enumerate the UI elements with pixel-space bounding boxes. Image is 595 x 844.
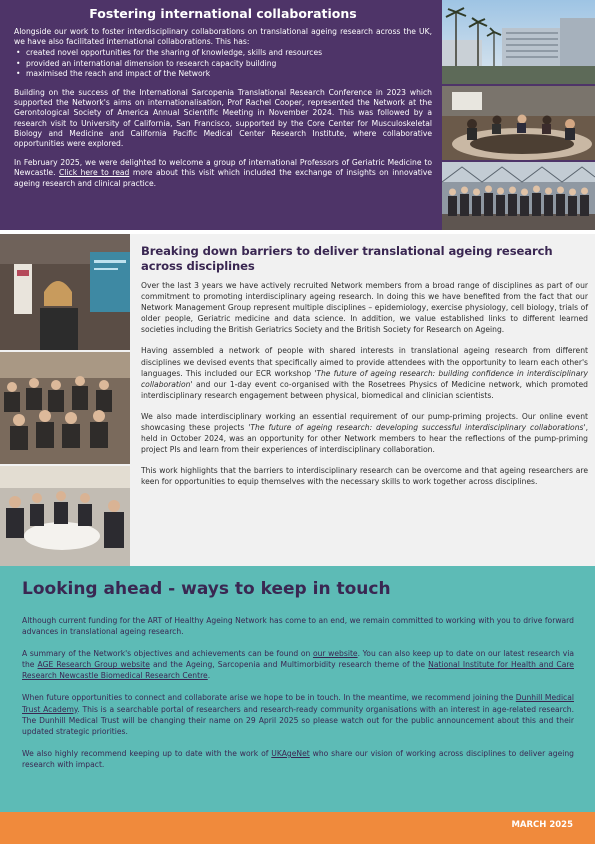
group-photo xyxy=(442,162,595,230)
funding-paragraph: Although current funding for the ART of Healthy Ageing Network has come to an end, we remain committed to working with you to drive forward advances in translational ageing research. xyxy=(22,616,574,637)
events-text: Having assembled a network of people with shared interests in translational ageing research from different disciplines we devised events that specifically aimed to provide attendees with the opportunity to learn each other's languages. This included our ECR workshop xyxy=(141,346,588,378)
international-collaborations-text xyxy=(14,6,432,189)
interdisciplinary-text xyxy=(141,244,588,498)
ukagenet-text: We also highly recommend keeping up to date with the work of xyxy=(22,748,272,758)
ukagenet-text-end: who share our vision of working across disciplines to deliver ageing research with impact. xyxy=(22,748,574,769)
resources-text: . You can also keep up to date on our latest research via the xyxy=(22,649,574,670)
interdisciplinary-section xyxy=(0,234,595,566)
recruitment-paragraph: Over the last 3 years we have actively recruited Network members from a broad range of disciplines as part of our commitment to promoting interdisciplinary ageing research. In doing this we have benefited from the fact that our Network Management Group represent multiple disciplines – epidemiology, exercise physiology, cell biology, trials of older people, Geriatric medicine and data science. In addition, we value established links to different learned societies including the British Geriatrics Society and the British Society for Research on Ageing. xyxy=(141,281,588,335)
age-research-group-link[interactable]: AGE Research Group website xyxy=(37,660,150,670)
resources-text: . xyxy=(207,671,211,681)
pump-priming-paragraph xyxy=(141,411,588,455)
keep-in-touch-text xyxy=(22,578,574,781)
visit-text-end: more about this visit which included the exchange of insights on innovative ageing research and clinical practice. xyxy=(14,168,433,188)
our-website-link[interactable]: our website xyxy=(312,649,358,659)
online-event-title: 'The future of ageing research: developing successful interdisciplinary collaborations' xyxy=(248,423,586,433)
photo-column xyxy=(442,0,595,230)
international-collaborations-section xyxy=(0,0,595,230)
dunhill-academy-link[interactable]: Dunhill Medical Trust Academy xyxy=(22,693,574,714)
list-item: • maximised the reach and impact of the Network xyxy=(14,69,432,79)
workshop-photo xyxy=(0,466,130,566)
resources-text: A summary of the Network's objectives and achievements can be found on xyxy=(22,649,313,659)
click-here-link[interactable]: Click here to read xyxy=(59,168,130,178)
events-text-end: and our 1-day event co-organised with the Rosetrees Physics of Medicine network, which promoted interdisciplinary research engagement between physical, biomedical and clinician scientists. xyxy=(141,379,588,400)
nihr-brc-link[interactable]: National Institute for Health and Care Research Newcastle Biomedical Research Centre xyxy=(22,660,574,681)
intro-paragraph: Alongside our work to foster interdisciplinary collaborations on translational ageing research across the UK, we have also facilitated international collaborations. This has: xyxy=(14,27,432,47)
audience-photo xyxy=(0,352,130,464)
conclusion-paragraph: This work highlights that the barriers to interdisciplinary research can be overcome and that ageing researchers are keen for opportunities to equip themselves with the necessary skills to work together across disciplines. xyxy=(141,466,588,487)
dunhill-paragraph xyxy=(22,692,574,736)
resources-text: and the Ageing, Sarcopenia and Multimorbidity research theme of the xyxy=(149,660,429,670)
photo-column xyxy=(0,234,130,566)
pump-priming-text-end: , held in October 2024, was an opportunity for other Network members to hear the reflections of the pump-priming project PIs and learn from their experiences of interdisciplinary collaboration. xyxy=(141,423,588,455)
footer xyxy=(0,812,595,844)
section-title: Looking ahead - ways to keep in touch xyxy=(22,579,391,599)
dunhill-text-end: . This is a searchable portal of researchers and research-ready community organisations with an interest in age-related research. The Dunhill Medical Trust will be changing their name on 29 April 2025 so please watch out for the public announcement about this and their updated strategic priorities. xyxy=(22,704,575,736)
list-item: • created novel opportunities for the sharing of knowledge, skills and resources xyxy=(14,48,432,58)
pump-priming-text: We also made interdisciplinary working an essential requirement of our pump-priming projects. Our online event showcasing these projects xyxy=(141,411,588,433)
visit-text: In February 2025, we were delighted to welcome a group of international Professors of Geriatric Medicine to Newcastle. xyxy=(14,158,432,178)
resources-paragraph xyxy=(22,648,574,681)
issue-date: MARCH 2025 xyxy=(511,820,573,830)
benefits-list xyxy=(14,48,432,79)
ukagenet-paragraph xyxy=(22,748,574,770)
section-title: Fostering international collaborations xyxy=(89,6,357,21)
keep-in-touch-section xyxy=(0,566,595,812)
presentation-photo xyxy=(0,234,130,350)
conference-meeting-photo xyxy=(442,86,595,160)
events-paragraph xyxy=(141,345,588,400)
ecr-workshop-title: 'The future of ageing research: building confidence in interdisciplinary collaboration' xyxy=(141,368,588,389)
list-item: • provided an international dimension to research capacity building xyxy=(14,59,432,69)
city-skyline-photo xyxy=(442,0,595,84)
visit-paragraph xyxy=(14,158,432,189)
section-title: Breaking down barriers to deliver translational ageing research across disciplines xyxy=(141,244,553,273)
dunhill-text: When future opportunities to connect and collaborate arise we hope to be in touch. In the meantime, we recommend joining the xyxy=(22,693,516,703)
conference-paragraph: Building on the success of the International Sarcopenia Translational Research Conference in 2023 which supported the Network's aims on internationalisation, Prof Rachel Cooper, represented the Network at the Gerontological Society of America Annual Scientific Meeting in November 2024. This was followed by a research visit to University of California, San Francisco, supported by the Core Center for Musculoskeletal Biology and Medicine and California Pacific Medical Center Research Institute, where collaborative opportunities were explored. xyxy=(14,88,432,149)
ukagenet-link[interactable]: UKAgeNet xyxy=(271,748,310,758)
